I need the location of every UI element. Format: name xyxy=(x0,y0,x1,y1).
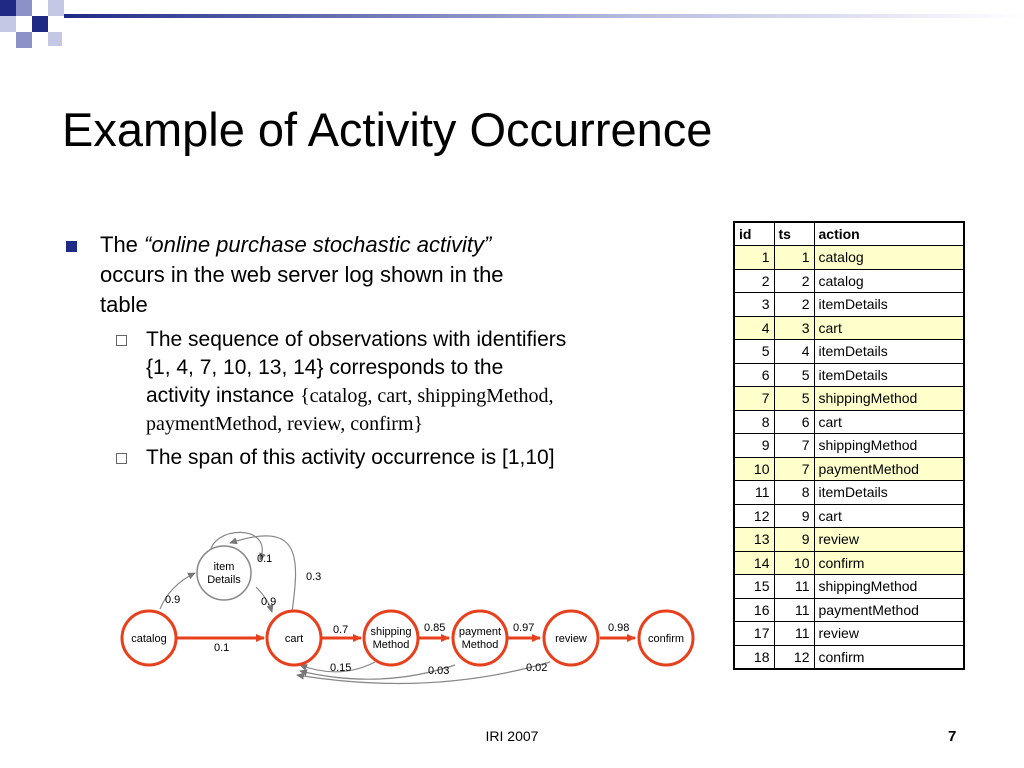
cell-action: review xyxy=(814,622,964,646)
node-shipping xyxy=(364,611,418,665)
table-row xyxy=(734,340,964,364)
edge-label-catalog-cart: 0.1 xyxy=(214,642,230,654)
sub-bullet-list xyxy=(66,326,666,472)
cell-action: paymentMethod xyxy=(814,598,964,622)
edge-label-payment-review: 0.97 xyxy=(513,622,535,634)
table-row xyxy=(734,528,964,552)
table-row xyxy=(734,551,964,575)
cell-action: itemDetails xyxy=(814,481,964,505)
table-row xyxy=(734,410,964,434)
cell-ts: 11 xyxy=(774,598,814,622)
cell-id: 1 xyxy=(734,246,774,270)
table-row xyxy=(734,645,964,669)
table-row xyxy=(734,457,964,481)
hollow-square-bullet-icon xyxy=(116,453,127,464)
table-row xyxy=(734,316,964,340)
bullet-text-prefix: The xyxy=(100,232,145,257)
sub-bullet-sequence xyxy=(66,326,666,438)
edge-label-item-cart: 0.9 xyxy=(261,596,277,608)
edge-label-shipping-cart: 0.15 xyxy=(330,662,352,674)
edge-label-shipping-payment: 0.85 xyxy=(424,622,446,634)
cell-id: 13 xyxy=(734,528,774,552)
table-header-row xyxy=(734,222,964,246)
cell-action: catalog xyxy=(814,246,964,270)
node-label-payment-1: payment xyxy=(458,626,502,638)
node-payment xyxy=(453,611,507,665)
bullet-text-line2: occurs in the web server log shown in the xyxy=(100,262,504,287)
table-row xyxy=(734,387,964,411)
cell-ts: 5 xyxy=(774,387,814,411)
header-bar xyxy=(64,14,1024,18)
cell-action: itemDetails xyxy=(814,363,964,387)
cell-ts: 7 xyxy=(774,434,814,458)
cell-id: 4 xyxy=(734,316,774,340)
cell-id: 14 xyxy=(734,551,774,575)
cell-id: 7 xyxy=(734,387,774,411)
cell-action: review xyxy=(814,528,964,552)
cell-id: 16 xyxy=(734,598,774,622)
cell-ts: 2 xyxy=(774,293,814,317)
cell-ts: 10 xyxy=(774,551,814,575)
node-label-catalog: catalog xyxy=(131,633,167,645)
cell-ts: 8 xyxy=(774,481,814,505)
cell-action: confirm xyxy=(814,645,964,669)
edge-label-cart-item: 0.3 xyxy=(306,571,322,583)
node-label-shipping-1: shipping xyxy=(370,626,412,638)
table-row xyxy=(734,434,964,458)
table-row xyxy=(734,598,964,622)
sub-bullet-line3-serif: {catalog, cart, shippingMethod, xyxy=(300,385,554,407)
cell-id: 15 xyxy=(734,575,774,599)
node-label-item-2: Details xyxy=(207,574,241,586)
cell-action: shippingMethod xyxy=(814,575,964,599)
edge-label-catalog-item: 0.9 xyxy=(165,594,181,606)
table-row xyxy=(734,575,964,599)
slide-title: Example of Activity Occurrence xyxy=(62,103,713,156)
cell-action: catalog xyxy=(814,269,964,293)
table-row xyxy=(734,481,964,505)
edge-label-payment-cart: 0.03 xyxy=(428,665,450,677)
sub-bullet-line2: {1, 4, 7, 10, 13, 14} corresponds to the xyxy=(146,356,504,379)
cell-action: itemDetails xyxy=(814,293,964,317)
cell-ts: 2 xyxy=(774,269,814,293)
cell-action: shippingMethod xyxy=(814,434,964,458)
table-body xyxy=(734,246,964,669)
cell-id: 9 xyxy=(734,434,774,458)
sub-bullet-line4: paymentMethod, review, confirm} xyxy=(146,413,424,435)
cell-action: cart xyxy=(814,504,964,528)
cell-action: paymentMethod xyxy=(814,457,964,481)
cell-ts: 9 xyxy=(774,504,814,528)
table-row xyxy=(734,504,964,528)
column-header-ts: ts xyxy=(774,222,814,246)
cell-ts: 11 xyxy=(774,622,814,646)
edge-label-cart-shipping: 0.7 xyxy=(333,624,349,636)
cell-action: shippingMethod xyxy=(814,387,964,411)
table-row xyxy=(734,293,964,317)
cell-action: cart xyxy=(814,316,964,340)
node-label-review: review xyxy=(555,633,587,645)
bullet-main xyxy=(66,230,666,320)
cell-ts: 6 xyxy=(774,410,814,434)
sub-bullet-span xyxy=(66,444,666,472)
sub-bullet-line3-prefix: activity instance xyxy=(146,384,301,407)
cell-ts: 5 xyxy=(774,363,814,387)
cell-id: 8 xyxy=(734,410,774,434)
cell-id: 11 xyxy=(734,481,774,505)
bullet-text-line3: table xyxy=(100,292,148,317)
cell-action: confirm xyxy=(814,551,964,575)
cell-id: 3 xyxy=(734,293,774,317)
table-row xyxy=(734,269,964,293)
cell-ts: 4 xyxy=(774,340,814,364)
sub-bullet-span-text: The span of this activity occurrence is [1,10] xyxy=(146,446,555,469)
table-row xyxy=(734,622,964,646)
activity-diagram xyxy=(110,525,710,695)
cell-ts: 11 xyxy=(774,575,814,599)
square-bullet-icon xyxy=(66,241,77,252)
hollow-square-bullet-icon xyxy=(116,335,127,346)
node-label-cart: cart xyxy=(284,633,304,645)
node-label-confirm: confirm xyxy=(647,633,685,645)
bullet-list xyxy=(66,230,666,478)
cell-action: cart xyxy=(814,410,964,434)
cell-ts: 7 xyxy=(774,457,814,481)
table-row xyxy=(734,363,964,387)
sub-bullet-line1: The sequence of observations with identifiers xyxy=(146,328,567,351)
edge-label-item-self: 0.1 xyxy=(257,553,273,565)
column-header-id: id xyxy=(734,222,774,246)
column-header-action: action xyxy=(814,222,964,246)
cell-ts: 3 xyxy=(774,316,814,340)
edge-label-review-cart: 0.02 xyxy=(526,662,548,674)
footer-text: IRI 2007 xyxy=(485,728,539,744)
node-label-payment-2: Method xyxy=(461,639,499,651)
cell-ts: 9 xyxy=(774,528,814,552)
cell-id: 5 xyxy=(734,340,774,364)
cell-action: itemDetails xyxy=(814,340,964,364)
web-log-table xyxy=(733,221,965,670)
cell-ts: 1 xyxy=(774,246,814,270)
cell-id: 17 xyxy=(734,622,774,646)
corner-decoration xyxy=(0,0,90,70)
cell-id: 6 xyxy=(734,363,774,387)
bullet-emphasis: “online purchase stochastic activity” xyxy=(144,232,492,257)
cell-id: 10 xyxy=(734,457,774,481)
page-number: 7 xyxy=(948,728,957,745)
cell-ts: 12 xyxy=(774,645,814,669)
cell-id: 12 xyxy=(734,504,774,528)
edge-label-review-confirm: 0.98 xyxy=(608,622,630,634)
table-row xyxy=(734,246,964,270)
node-label-item-1: item xyxy=(213,561,235,573)
node-item-details xyxy=(197,546,251,600)
cell-id: 18 xyxy=(734,645,774,669)
cell-id: 2 xyxy=(734,269,774,293)
node-label-shipping-2: Method xyxy=(372,639,410,651)
